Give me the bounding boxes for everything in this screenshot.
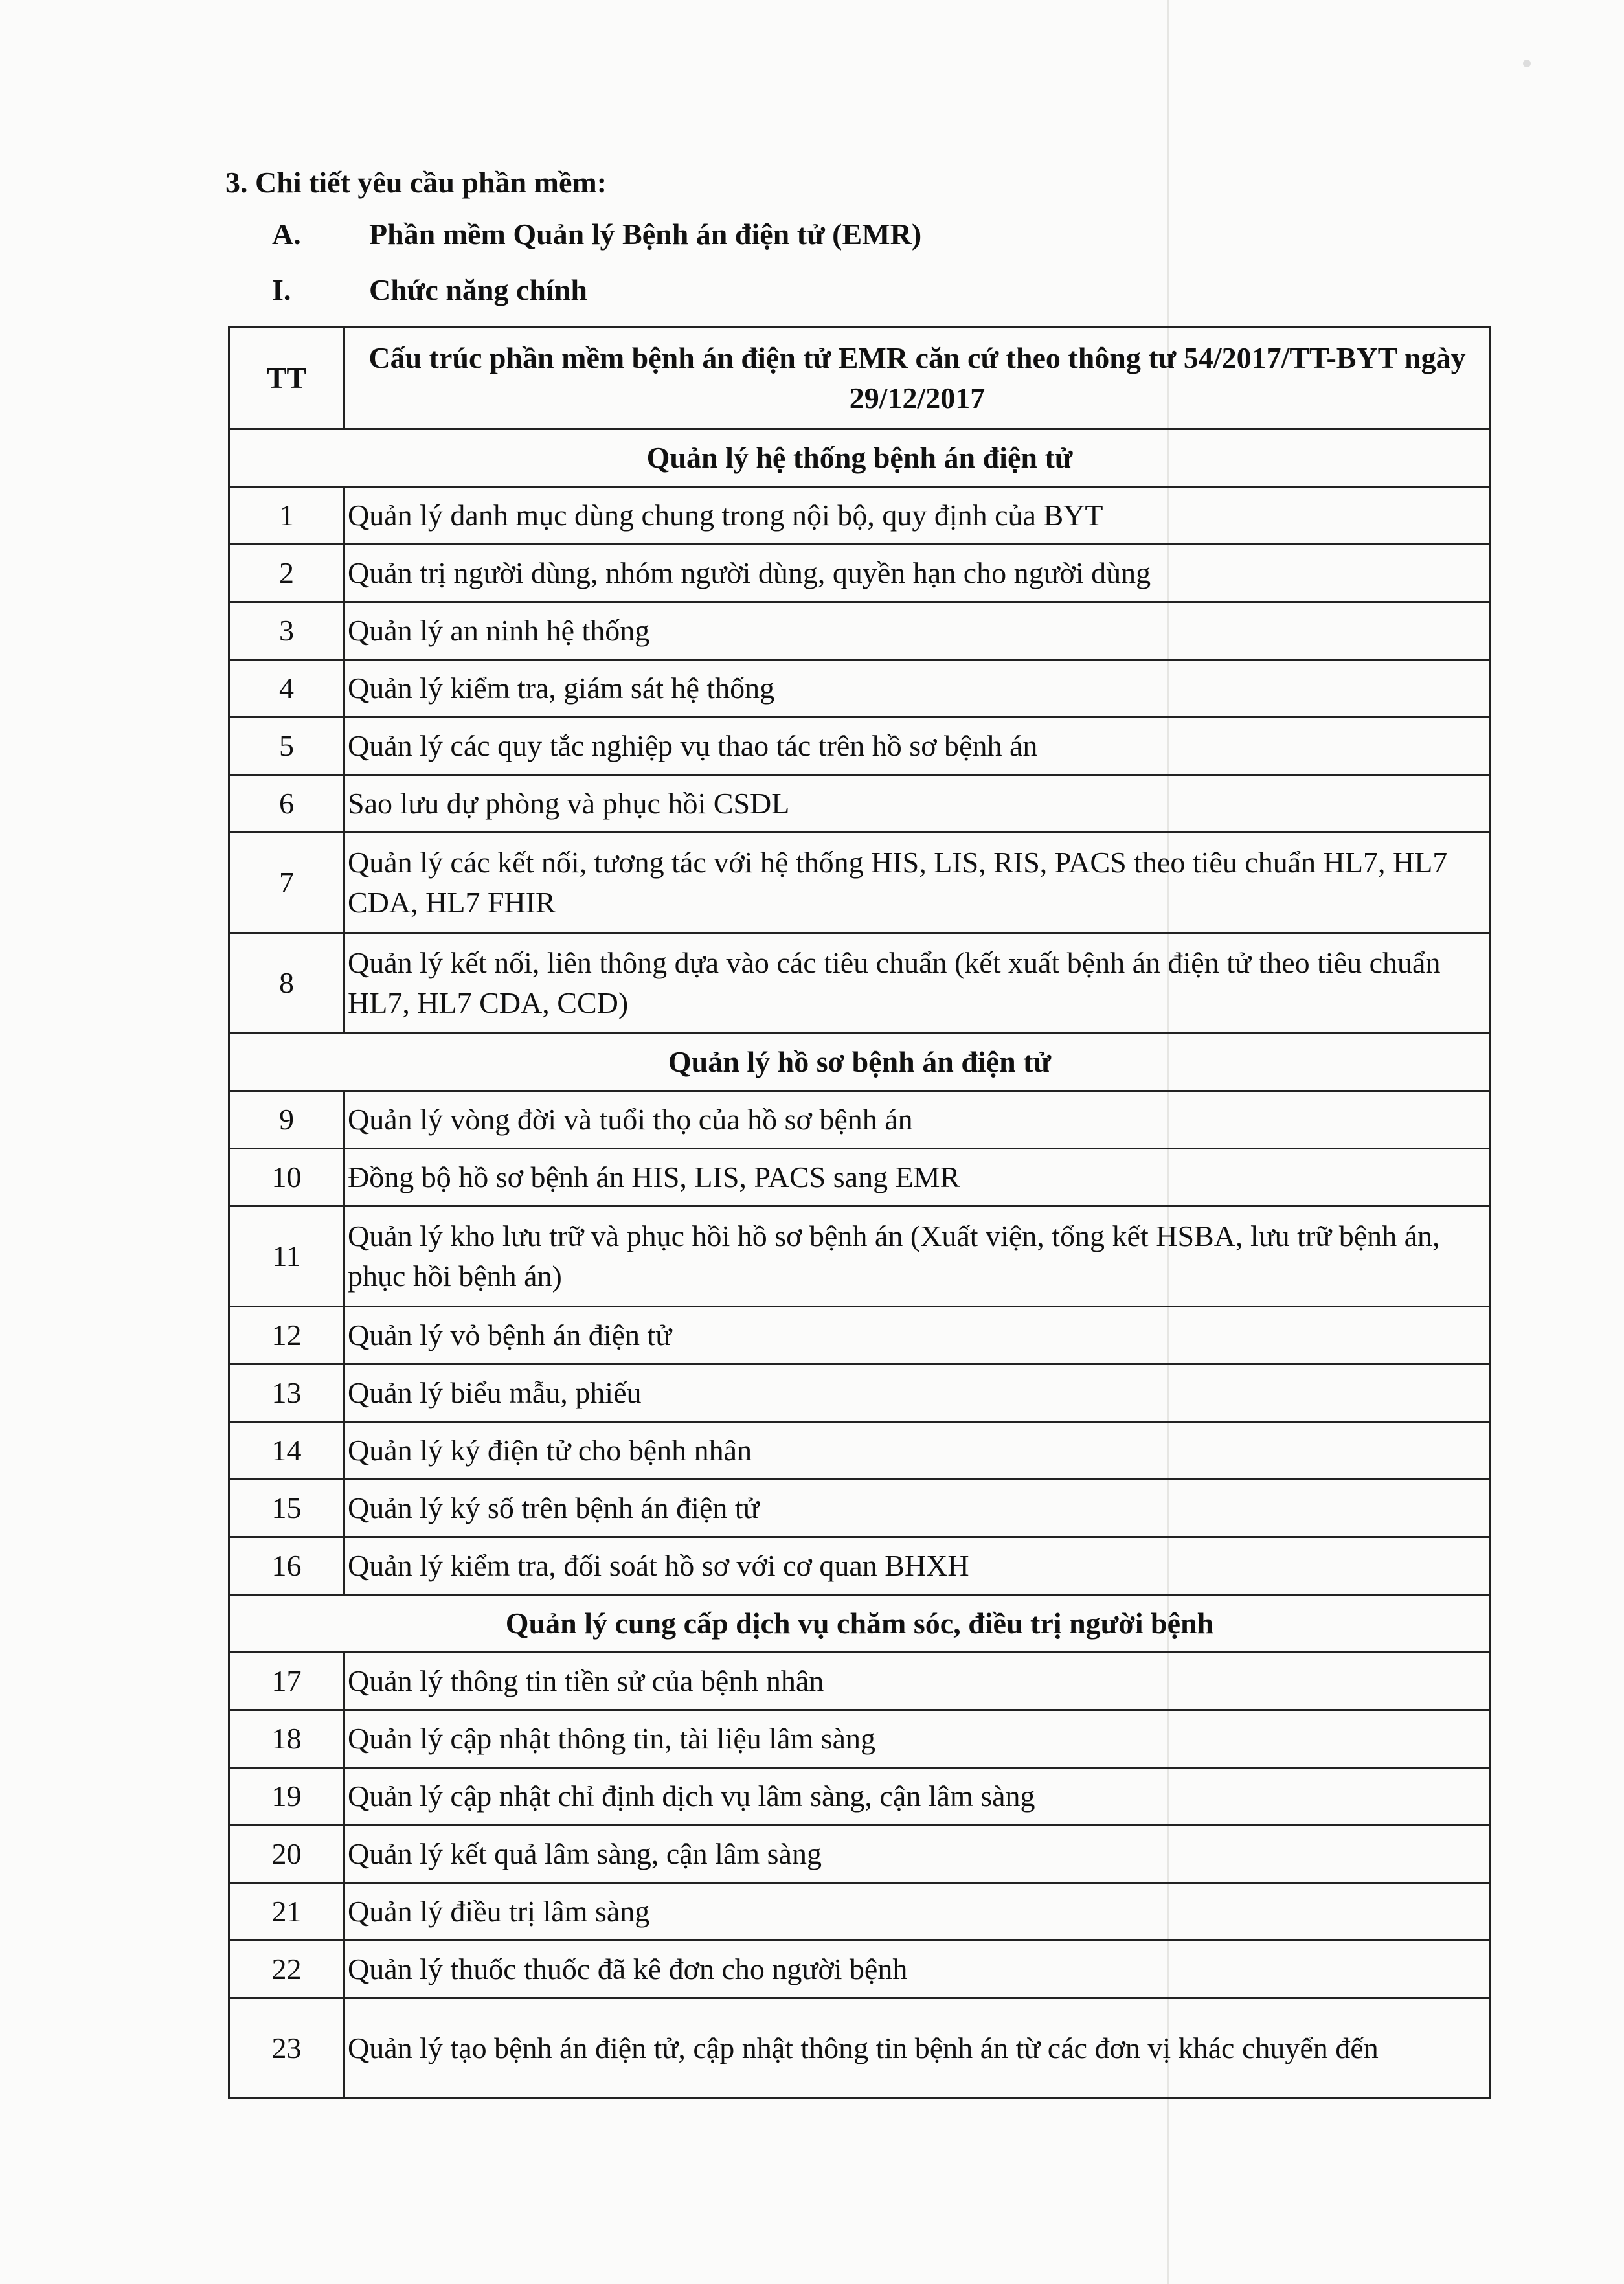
row-description: Quản lý điều trị lâm sàng bbox=[344, 1883, 1491, 1941]
row-description: Quản lý ký điện tử cho bệnh nhân bbox=[344, 1422, 1491, 1480]
row-number: 16 bbox=[229, 1537, 344, 1595]
table-row bbox=[229, 602, 1491, 660]
scan-speck-icon bbox=[1514, 51, 1540, 76]
row-description: Quản lý vỏ bệnh án điện tử bbox=[344, 1307, 1491, 1364]
section-row bbox=[229, 1034, 1491, 1091]
table-row bbox=[229, 1537, 1491, 1595]
subpart-title: Chức năng chính bbox=[369, 273, 587, 306]
row-description: Quản lý các kết nối, tương tác với hệ thống HIS, LIS, RIS, PACS theo tiêu chuẩn HL7, HL7 CDA, HL7 FHIR bbox=[344, 833, 1491, 933]
row-number: 21 bbox=[229, 1883, 344, 1941]
row-number: 3 bbox=[229, 602, 344, 660]
table-row bbox=[229, 775, 1491, 833]
row-description: Sao lưu dự phòng và phục hồi CSDL bbox=[344, 775, 1491, 833]
row-number: 19 bbox=[229, 1768, 344, 1826]
row-number: 9 bbox=[229, 1091, 344, 1149]
table-row bbox=[229, 1091, 1491, 1149]
row-description: Quản lý các quy tắc nghiệp vụ thao tác trên hồ sơ bệnh án bbox=[344, 718, 1491, 775]
subpart-heading bbox=[272, 272, 587, 308]
table-row bbox=[229, 933, 1491, 1034]
part-title: Phần mềm Quản lý Bệnh án điện tử (EMR) bbox=[369, 218, 922, 251]
table-row bbox=[229, 1653, 1491, 1710]
table-row bbox=[229, 1422, 1491, 1480]
row-description: Quản lý tạo bệnh án điện tử, cập nhật thông tin bệnh án từ các đơn vị khác chuyển đến bbox=[344, 1998, 1491, 2099]
row-description: Quản lý kết nối, liên thông dựa vào các tiêu chuẩn (kết xuất bệnh án điện tử theo tiêu chuẩn HL7, HL7 CDA, CCD) bbox=[344, 933, 1491, 1034]
row-number: 13 bbox=[229, 1364, 344, 1422]
row-description: Quản lý kho lưu trữ và phục hồi hồ sơ bệnh án (Xuất viện, tổng kết HSBA, lưu trữ bệnh án, phục hồi bệnh án) bbox=[344, 1206, 1491, 1307]
row-description: Quản lý ký số trên bệnh án điện tử bbox=[344, 1480, 1491, 1537]
row-description: Quản lý danh mục dùng chung trong nội bộ, quy định của BYT bbox=[344, 487, 1491, 545]
row-description: Quản lý kiểm tra, đối soát hồ sơ với cơ quan BHXH bbox=[344, 1537, 1491, 1595]
table-header-row bbox=[229, 328, 1491, 429]
row-number: 8 bbox=[229, 933, 344, 1034]
row-number: 7 bbox=[229, 833, 344, 933]
row-number: 22 bbox=[229, 1941, 344, 1998]
row-number: 11 bbox=[229, 1206, 344, 1307]
table-row bbox=[229, 487, 1491, 545]
section-title: Quản lý hệ thống bệnh án điện tử bbox=[229, 429, 1491, 487]
row-description: Quản lý kết quả lâm sàng, cận lâm sàng bbox=[344, 1826, 1491, 1883]
row-number: 5 bbox=[229, 718, 344, 775]
table-row bbox=[229, 1480, 1491, 1537]
row-description: Quản lý cập nhật thông tin, tài liệu lâm sàng bbox=[344, 1710, 1491, 1768]
row-number: 15 bbox=[229, 1480, 344, 1537]
row-description: Quản trị người dùng, nhóm người dùng, quyền hạn cho người dùng bbox=[344, 545, 1491, 602]
row-number: 12 bbox=[229, 1307, 344, 1364]
table-row bbox=[229, 1307, 1491, 1364]
row-number: 10 bbox=[229, 1149, 344, 1206]
table-body bbox=[229, 429, 1491, 2099]
section-title: Quản lý cung cấp dịch vụ chăm sóc, điều trị người bệnh bbox=[229, 1595, 1491, 1653]
table-row bbox=[229, 1149, 1491, 1206]
table-row bbox=[229, 833, 1491, 933]
table-row bbox=[229, 1826, 1491, 1883]
row-number: 2 bbox=[229, 545, 344, 602]
requirements-table bbox=[228, 326, 1491, 2099]
row-number: 20 bbox=[229, 1826, 344, 1883]
column-header-tt: TT bbox=[229, 328, 344, 429]
table-row bbox=[229, 1998, 1491, 2099]
row-number: 17 bbox=[229, 1653, 344, 1710]
part-heading bbox=[272, 216, 921, 253]
table-row bbox=[229, 545, 1491, 602]
table-row bbox=[229, 1364, 1491, 1422]
row-description: Quản lý cập nhật chỉ định dịch vụ lâm sàng, cận lâm sàng bbox=[344, 1768, 1491, 1826]
section-row bbox=[229, 429, 1491, 487]
row-description: Đồng bộ hồ sơ bệnh án HIS, LIS, PACS sang EMR bbox=[344, 1149, 1491, 1206]
row-number: 4 bbox=[229, 660, 344, 718]
table-row bbox=[229, 660, 1491, 718]
part-marker: A. bbox=[272, 218, 301, 251]
table-row bbox=[229, 1883, 1491, 1941]
section-title: Quản lý hồ sơ bệnh án điện tử bbox=[229, 1034, 1491, 1091]
table-row bbox=[229, 1941, 1491, 1998]
row-number: 23 bbox=[229, 1998, 344, 2099]
row-description: Quản lý biểu mẫu, phiếu bbox=[344, 1364, 1491, 1422]
row-number: 6 bbox=[229, 775, 344, 833]
table-row bbox=[229, 1710, 1491, 1768]
row-description: Quản lý thông tin tiền sử của bệnh nhân bbox=[344, 1653, 1491, 1710]
section-row bbox=[229, 1595, 1491, 1653]
table-row bbox=[229, 1206, 1491, 1307]
table-row bbox=[229, 718, 1491, 775]
subpart-marker: I. bbox=[272, 273, 291, 306]
row-description: Quản lý an ninh hệ thống bbox=[344, 602, 1491, 660]
row-number: 1 bbox=[229, 487, 344, 545]
table-row bbox=[229, 1768, 1491, 1826]
row-description: Quản lý thuốc thuốc đã kê đơn cho người bệnh bbox=[344, 1941, 1491, 1998]
row-description: Quản lý vòng đời và tuổi thọ của hồ sơ bệnh án bbox=[344, 1091, 1491, 1149]
section-heading: 3. Chi tiết yêu cầu phần mềm: bbox=[225, 166, 607, 199]
row-number: 18 bbox=[229, 1710, 344, 1768]
row-description: Quản lý kiểm tra, giám sát hệ thống bbox=[344, 660, 1491, 718]
column-header-description: Cấu trúc phần mềm bệnh án điện tử EMR căn cứ theo thông tư 54/2017/TT-BYT ngày 29/12/2017 bbox=[344, 328, 1491, 429]
row-number: 14 bbox=[229, 1422, 344, 1480]
